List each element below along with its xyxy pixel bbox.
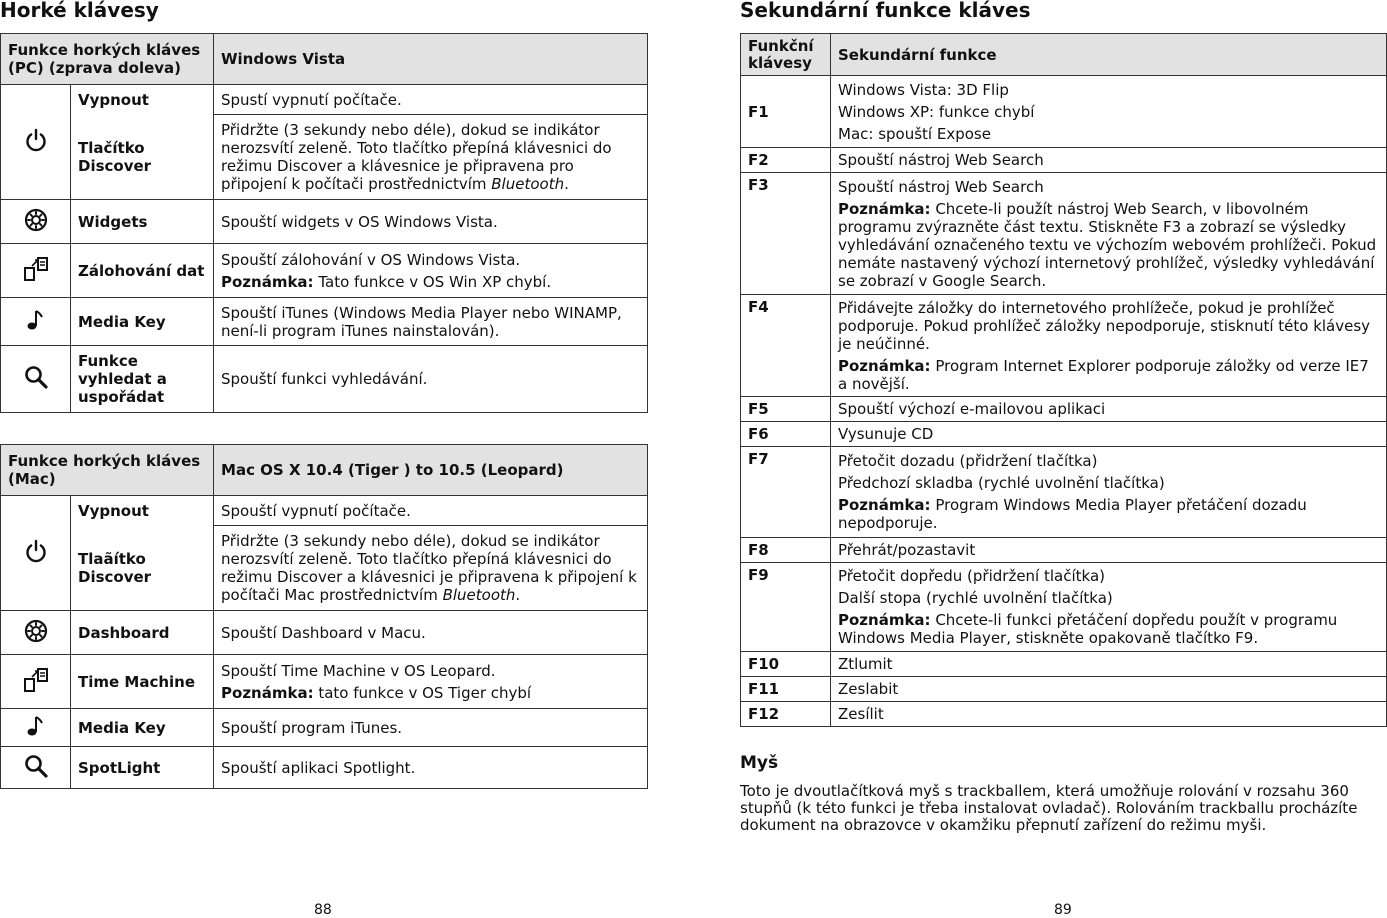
pc-backup-note: [221, 273, 640, 291]
mac-discover-period: .: [515, 586, 521, 604]
key-f1-line1: Windows Vista: 3D Flip: [838, 80, 1009, 99]
pc-table-header-function: Funkce horkých kláves (PC) (zprava doleva): [1, 34, 214, 85]
mouse-section-text: Toto je dvoutlačítková myš s trackballem, která umožňuje rolování v rozsahu 360 stupňů (k této funkci je třeba instalovat ovladač). Rolováním trackballu procházíte dokument na obrazovce v okamžiku přepnutí zařízení do režimu myši.: [740, 782, 1358, 834]
key-f1: F1: [741, 76, 831, 148]
key-f9-note-label: Poznámka:: [838, 611, 931, 629]
backup-icon: [23, 256, 49, 282]
page-number-right: 89: [1054, 902, 1072, 918]
pc-widgets-desc: Spouští widgets v OS Windows Vista.: [214, 200, 648, 244]
key-f7-line2: Předchozí skladba (rychlé uvolnění tlačítka): [838, 474, 1165, 492]
mac-dashboard-icon-cell: [1, 611, 71, 655]
key-f4-desc-cell: [831, 295, 1387, 397]
pc-backup-icon-cell: [1, 244, 71, 298]
mac-spotlight-icon-cell: [1, 747, 71, 789]
key-f3-desc-cell: [831, 173, 1387, 295]
mac-table-header-function: Funkce horkých kláves (Mac): [1, 445, 214, 496]
mac-timemachine-name: Time Machine: [71, 655, 214, 709]
key-f7-note: [838, 496, 1379, 532]
pc-search-desc: Spouští funkci vyhledávání.: [214, 346, 648, 413]
key-f4-note-label: Poznámka:: [838, 356, 931, 375]
key-f7: F7: [741, 447, 831, 538]
key-f6: F6: [741, 422, 831, 447]
left-page: [0, 0, 648, 918]
pc-backup-note-text: Tato funkce v OS Win XP chybí.: [313, 272, 552, 291]
key-f11: F11: [741, 677, 831, 702]
pc-table-header-os: Windows Vista: [214, 34, 648, 85]
mac-timemachine-note: [221, 684, 640, 702]
key-f7-line1: Přetočit dozadu (přidržení tlačítka): [838, 452, 1098, 470]
pc-media-desc: Spouští iTunes (Windows Media Player nebo WINAMP, není-li program iTunes nainstalován).: [214, 298, 648, 346]
mac-hotkeys-table: [0, 444, 648, 789]
mac-media-name: Media Key: [71, 709, 214, 747]
key-f4-desc: Přidávejte záložky do internetového prohlížeče, pokud je prohlížeč podporuje. Pokud prohlížeč záložky nepodporuje, stisknutí této klávesy je neúčinné.: [838, 298, 1371, 353]
magnifier-icon: [23, 364, 49, 390]
pc-search-name: Funkce vyhledat a uspořádat: [71, 346, 214, 413]
key-f1-line3: Mac: spouští Expose: [838, 124, 991, 143]
pc-widgets-icon-cell: [1, 200, 71, 244]
mac-timemachine-icon-cell: [1, 655, 71, 709]
mac-discover-bluetooth: Bluetooth: [442, 586, 516, 604]
power-icon: [23, 538, 49, 564]
pc-hotkeys-table: [0, 33, 648, 413]
pc-power-desc: Spustí vypnutí počítače.: [214, 85, 648, 115]
music-note-icon: [23, 307, 49, 333]
mac-spotlight-name: SpotLight: [71, 747, 214, 789]
pc-backup-desc-cell: [214, 244, 648, 298]
page-number-left: 88: [314, 902, 332, 918]
key-f9-line1: Přetočit dopředu (přidržení tlačítka): [838, 567, 1105, 585]
power-icon: [23, 127, 49, 153]
key-f4: F4: [741, 295, 831, 397]
hotkeys-heading: Horké klávesy: [0, 0, 159, 22]
key-f12-desc: Zesílit: [831, 702, 1387, 727]
pc-discover-period: .: [564, 175, 569, 193]
mac-timemachine-note-text: tato funkce v OS Tiger chybí: [313, 683, 532, 702]
key-f2: F2: [741, 148, 831, 173]
key-f3-note-label: Poznámka:: [838, 199, 931, 218]
key-f3: F3: [741, 173, 831, 295]
mac-media-desc: Spouští program iTunes.: [214, 709, 648, 747]
key-f4-note: [838, 357, 1379, 393]
key-f7-desc-cell: [831, 447, 1387, 538]
mac-timemachine-desc: Spouští Time Machine v OS Leopard.: [221, 661, 496, 680]
key-f1-line2: Windows XP: funkce chybí: [838, 102, 1035, 121]
mac-table-header-os: Mac OS X 10.4 (Tiger ) to 10.5 (Leopard): [214, 445, 648, 496]
key-f12: F12: [741, 702, 831, 727]
key-f8: F8: [741, 538, 831, 563]
mac-dashboard-desc: Spouští Dashboard v Macu.: [214, 611, 648, 655]
key-f1-desc: [831, 76, 1387, 148]
key-f3-note-text: Chcete-li použít nástroj Web Search, v libovolném programu zvýrazněte část textu. Stiskněte F3 a zobrazí se výsledky vyhledávání označeného textu ve výchozím webovém prohlížeči. Pokud nemáte nastavený výchozí internetový prohlížeč, výsledky vyhledávání se zobrazí v Google Search.: [838, 199, 1377, 290]
key-f3-note: [838, 200, 1379, 290]
pc-media-icon-cell: [1, 298, 71, 346]
key-f9-line2: Další stopa (rychlé uvolnění tlačítka): [838, 589, 1113, 607]
key-f11-desc: Zeslabit: [831, 677, 1387, 702]
mouse-section-title: Myš: [740, 753, 779, 773]
mac-discover-desc: [214, 526, 648, 611]
mac-power-desc: Spouští vypnutí počítače.: [214, 496, 648, 526]
mac-power-name: Vypnout: [71, 496, 214, 526]
mac-timemachine-note-label: Poznámka:: [221, 683, 314, 702]
backup-icon: [23, 667, 49, 693]
key-f4-note-text: Program Internet Explorer podporuje záložky od verze IE7 a novější.: [838, 356, 1369, 393]
function-keys-table: [740, 33, 1387, 727]
fkeys-header-function: Sekundární funkce: [831, 34, 1387, 76]
key-f3-desc: Spouští nástroj Web Search: [838, 177, 1044, 196]
pc-discover-desc-text: Přidržte (3 sekundy nebo déle), dokud se indikátor nerozsvítí zeleně. Toto tlačítko přepíná klávesnici do režimu Discover a klávesnice je připravena pro připojení k počítači prostřednictvím: [221, 121, 612, 193]
pc-discover-name: Tlačítko Discover: [71, 115, 214, 200]
music-note-icon: [23, 713, 49, 739]
magnifier-icon: [23, 753, 49, 779]
key-f8-desc: Přehrát/pozastavit: [831, 538, 1387, 563]
mac-spotlight-desc: Spouští aplikaci Spotlight.: [214, 747, 648, 789]
pc-discover-bluetooth: Bluetooth: [491, 175, 565, 193]
pc-power-name: Vypnout: [71, 85, 214, 115]
mac-discover-desc-text: Přidržte (3 sekundy nebo déle), dokud se indikátor nerozsvítí zeleně. Toto tlačítko přepíná klávesnici do režimu Discover a klávesnici je připravena k připojení k počítači Mac prostřednictvím: [221, 532, 637, 604]
secondary-functions-heading: Sekundární funkce kláves: [740, 0, 1031, 22]
pc-backup-desc: Spouští zálohování v OS Windows Vista.: [221, 250, 521, 269]
right-page: [740, 0, 1387, 918]
pc-widgets-name: Widgets: [71, 200, 214, 244]
pc-search-icon-cell: [1, 346, 71, 413]
key-f10-desc: Ztlumit: [831, 652, 1387, 677]
mac-dashboard-name: Dashboard: [71, 611, 214, 655]
key-f5: F5: [741, 397, 831, 422]
widgets-icon: [23, 618, 49, 644]
pc-media-name: Media Key: [71, 298, 214, 346]
key-f2-desc: Spouští nástroj Web Search: [831, 148, 1387, 173]
pc-discover-desc: [214, 115, 648, 200]
fkeys-header-keys: Funkční klávesy: [741, 34, 831, 76]
pc-power-icon-cell: [1, 85, 71, 200]
key-f10: F10: [741, 652, 831, 677]
key-f5-desc: Spouští výchozí e-mailovou aplikaci: [831, 397, 1387, 422]
key-f7-note-label: Poznámka:: [838, 496, 931, 514]
mac-power-icon-cell: [1, 496, 71, 611]
widgets-icon: [23, 207, 49, 233]
key-f6-desc: Vysunuje CD: [831, 422, 1387, 447]
key-f9-note: [838, 611, 1379, 647]
key-f9-note-text: Chcete-li funkci přetáčení dopředu použít v programu Windows Media Player, stiskněte opakovaně tlačítko F9.: [838, 611, 1338, 647]
pc-backup-note-label: Poznámka:: [221, 272, 314, 291]
key-f7-note-text: Program Windows Media Player přetáčení dozadu nepodporuje.: [838, 496, 1307, 532]
mac-timemachine-desc-cell: [214, 655, 648, 709]
pc-backup-name: Zálohování dat: [71, 244, 214, 298]
mac-media-icon-cell: [1, 709, 71, 747]
key-f9-desc-cell: [831, 563, 1387, 652]
mac-discover-name: Tlaãítko Discover: [71, 526, 214, 611]
key-f9: F9: [741, 563, 831, 652]
